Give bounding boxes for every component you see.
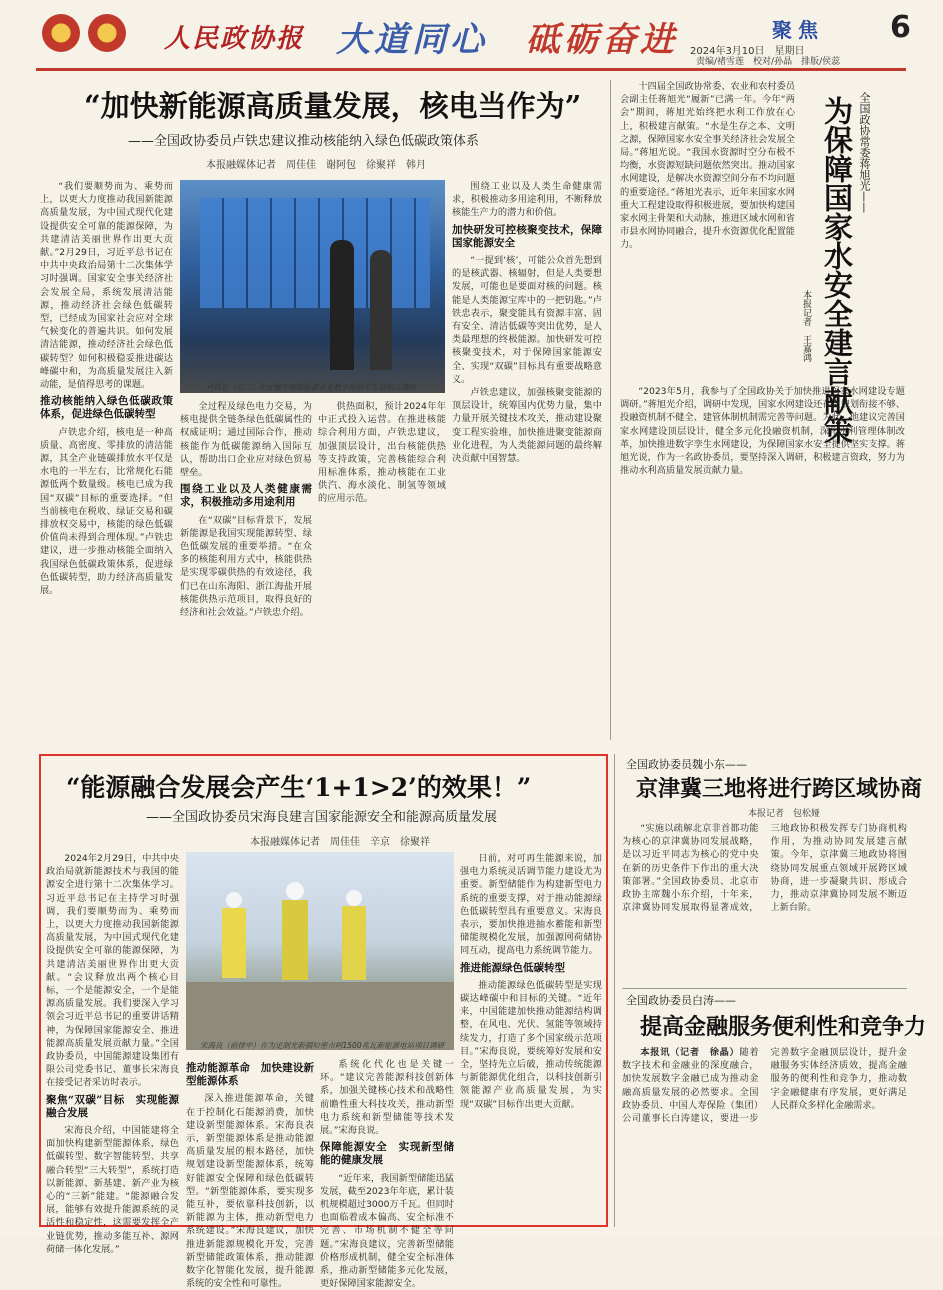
article2-subtitle: ——全国政协委员宋海良建言国家能源安全和能源高质量发展 — [146, 810, 498, 825]
article2-column-3 — [320, 1058, 454, 1290]
article1-column-4 — [452, 180, 602, 745]
article2-column-1 — [46, 852, 179, 1255]
section-heading: 推进能源绿色低碳转型 — [460, 961, 565, 974]
column-divider — [610, 80, 611, 740]
paragraph: 宋海良介绍，中国能建将全面加快构建新型能源体系，绿色低碳转型、数字智能转型、共享融合转型“三大转型”，系统打造以新能源、新基建、新产业为核心的“三新”能建。“能源融合发展，能够有效提升能源系统的灵活性和稳定性，这需要发挥全产业链优势，推动多能互补、源网荷储一体化发展。” — [46, 1125, 179, 1255]
section-heading: 推动能源革命 加快建设新型能源体系 — [186, 1062, 314, 1088]
cppcc-emblem-icon — [42, 10, 132, 56]
section-heading: 保障能源安全 实现新型储能的健康发展 — [320, 1141, 454, 1167]
article1-title: “加快新能源高质量发展，核电当作为” — [84, 89, 582, 123]
paragraph: “实施以疏解北京非首都功能为核心的京津冀协同发展战略，是以习近平同志为核心的党中央在新的历史条件下作出的重大决策部署。”全国政协委员、北京市政协主席魏小东介绍，十年来，京津冀协同发展取得显著成效，三地政协积极发挥专门协商机构作用，为推动协同发展建言献策。今年，京津冀三地政协将围绕协同发展重点领域开展跨区域协商，进一步凝聚共识、形成合力，推动京津冀协同发展不断迈上新台阶。 — [622, 823, 907, 914]
paragraph: 日前，对可再生能源来说，加强电力系统灵活调节能力建设尤为重要。新型储能作为构建新型电力系统的重要支撑，对于推动能源绿色低碳转型具有重要意义。宋海良表示，要加快推进抽水蓄能和新型储能规模化发展，加强源网荷储协同互动，提高电力系统调节能力。 — [460, 853, 602, 957]
article2-column-2 — [186, 1058, 314, 1290]
article2-photo — [186, 852, 454, 1050]
right-article3-title: 提高金融服务便利性和竞争力 — [640, 1014, 927, 1040]
section-heading: 围绕工业以及人类健康需求，积极推动多用途利用 — [180, 483, 312, 509]
paragraph: 卢铁忠建议，加强核聚变能源的顶层设计，统筹国内优势力量，集中力量开展关键技术攻关，推动建设聚变工程实验堆，加快推进聚变能源商业化进程，为人类能源问题的最终解决贡献中国智慧。 — [452, 387, 602, 465]
right-article1-column-2 — [620, 385, 905, 745]
paragraph: 围绕工业以及人类生命健康需求，积极推动多用途利用，不断释放核能生产力的潜力和价值。 — [452, 181, 602, 219]
paragraph — [622, 1046, 907, 1125]
paragraph: “我们要顺势而为、乘势而上，以更大力度推动我国新能源高质量发展，为中国式现代化建设提供安全可靠的能源保障，为共建清洁美丽世界作出更大贡献。”2月29日，习近平总书记在中共中央政治局第十二次集体学习时强调。国家安全事关经济社会发展全局，系统发展清洁能源，推动经济社会绿色低碳转型，已经成为国家社会应对全球气候变化的普遍共识。如何发展清洁能源，推动经济社会绿色低碳转型？如何积极稳妥推进碳达峰碳中和，为高质量发展注入新动能，是值得思考的课题。 — [40, 181, 173, 391]
right-article3-kicker: 全国政协委员白涛—— — [626, 994, 736, 1007]
slogan-part1: 大道同心 — [336, 20, 488, 60]
article1-column-3 — [318, 400, 446, 745]
right-article2-title: 京津冀三地将进行跨区域协商 — [636, 776, 923, 802]
article2-photo-caption: 宋海良（前排中）在为定制光新疆哈密市阿1500兆瓦新能源电站项目调研 — [200, 1041, 445, 1050]
paragraph: 深入推进能源革命，关键在于控制化石能源消费，加快建设新型能源体系。宋海良表示，新型能源体系是推动能源高质量发展的根本路径，加快规划建设新型能源体系，统筹好能源安全保障和绿色低碳转型。“新型能源体系，要实现多能互补，要依靠科技创新，以新能源为主体，推动新型电力系统建设。”宋海良建议，加快推进新能源规模化开发，完善新型储能政策体系，推动能源数字化智能化发展，提升能源系统的安全性和可靠性。 — [186, 1093, 314, 1290]
editor-credits: 责编/褚雪莲 校对/孙晶 排版/侯蕊 — [696, 57, 841, 67]
paragraph: 推动能源绿色低碳转型是实现碳达峰碳中和目标的关键。“近年来，中国能建加快推动能源结构调整，在风电、光伏、氢能等领域持续发力，打造了多个国家级示范项目。”宋海良说，要统筹好发展和安全，坚持先立后破，推动传统能源与新能源优化组合，以科技创新引领能源产业高质量发展，为实现“双碳”目标作出更大贡献。 — [460, 979, 602, 1110]
article2-title: “能源融合发展会产生‘1+1>2’的效果！” — [66, 773, 532, 802]
paragraph: 卢铁忠介绍，核电是一种高质量、高密度、零排放的清洁能源，其全产业链碳排放水平仅是水电的一半左右，比常规化石能源低两个数量级。核电已成为我国“双碳”目标的重要选择。“但当前核电在税收、绿证交易和碳排放权交易中，核能的绿色低碳价值尚未得到合理体现。”卢铁忠建议，进一步推动核能全面纳入我国绿色低碳政策体系，促进绿色低碳转型，助力经济高质量发展。 — [40, 426, 173, 597]
paragraph: 供热面积，预计2024年年中正式投入运营。在推进核能综合利用方面，卢铁忠建议，加强顶层设计，出台核能供热等支持政策，完善核能综合利用标准体系，推动核能在工业供汽、海水淡化、制氢等领域的应用示范。 — [318, 401, 446, 505]
paper-name: 人民政协报 — [164, 24, 305, 54]
paragraph: 全过程及绿色电力交易，为核电提供全链条绿色低碳属性的权威证明；通过国际合作，推动核能作为低碳能源纳入国际互认，帮助出口企业应对绿色贸易壁垒。 — [180, 401, 312, 479]
article1-photo-caption: 卢铁忠（右二）在安徽开展新能源企业数字化转型发展相关调研 — [206, 383, 416, 392]
article2-byline: 本报融媒体记者 周佳佳 辛京 徐聚祥 — [250, 837, 430, 848]
right-article1-column-1 — [620, 80, 795, 380]
paragraph: 系统化代化也是关键一环。“建议完善能源科技创新体系，加强关键核心技术和战略性前瞻性重大科技攻关，推动新型电力系统和新型储能等技术发展。”宋海良说。 — [320, 1059, 454, 1137]
paragraph: 在“双碳”目标背景下，发展新能源是我国实现能源转型、绿色低碳发展的重要举措。“在众多的核能利用方式中，核能供热是实现零碳供热的有效途径，我们已在山东海阳、浙江海盐开展核能供热示范项目，取得良好的经济和社会效益。”卢铁忠介绍。 — [180, 514, 312, 619]
paragraph: “一提到‘核’，可能公众首先想到的是核武器、核辐射，但是人类要想发展，可能也是要面对核的问题。核能是人类能源宝库中的一把钥匙。”卢铁忠表示，聚变能具有资源丰富、固有安全、清洁低碳等突出优势，是人类最理想的终极能源。加快研发可控核聚变技术，对于保障国家能源安全、实现“双碳”目标具有重要战略意义。 — [452, 255, 602, 385]
article1-column-2 — [180, 400, 312, 745]
masthead — [36, 4, 911, 71]
right-article1-title: 为保障国家水安全建言献策 — [820, 96, 854, 444]
right-article2-kicker: 全国政协委员魏小东—— — [626, 758, 747, 771]
page-number: 6 — [890, 10, 911, 45]
right-article2-body — [622, 822, 907, 982]
column-divider — [614, 754, 615, 1227]
article2-column-4 — [460, 852, 602, 1222]
slogan-part2: 砥砺奋进 — [526, 20, 678, 60]
paragraph: 2024年2月29日，中共中央政治局就新能源技术与我国的能源安全进行第十二次集体学习。习近平总书记在主持学习时强调，我们要顺势而为、乘势而上，以更大力度推动我国新能源高质量发展，为中国式现代化建设提供安全可靠的能源保障，为共建清洁美丽世界作出更大贡献。“会议释放出两个核心目标，一个是能源安全，一个是能源高质量发展。我们要深入学习领会习近平总书记的重要讲话精神，为保障国家能源安全、推进能源高质量发展贡献力量。”全国政协委员，中国能源建设集团有限公司党委书记、董事长宋海良在接受记者采访时表示。 — [46, 853, 179, 1089]
section-heading: 聚焦“双碳”目标 实现能源融合发展 — [46, 1093, 179, 1119]
article1-column-1 — [40, 180, 173, 745]
paragraph: “2023年5月，我参与了全国政协关于加快推进国家水网建设专题调研。”蒋旭光介绍，调研中发现，国家水网建设还存在规划衔接不够、投融资机制不健全、建管体制机制需完善等问题。为此，他建议完善国家水网建设顶层设计，健全多元化投融资机制，深化水利管理体制改革，加快推进数字孪生水网建设，为保障国家水安全提供坚实支撑。蒋旭光说，作为一名政协委员，要坚持深入调研，积极建言资政，努力为推动水利高质量发展贡献力量。 — [620, 386, 905, 477]
right-article3-text: 随着数字技术和金融业的深度融合，加快发展数字金融已成为推动金融高质量发展的必然要求。全国政协委员、中国人寿保险（集团）公司董事长白涛建议，要进一步完善数字金融顶层设计，提升金融服务实体经济质效，提高金融服务的便利性和竞争力，推动数字金融健康有序发展，更好满足人民群众多样化金融需求。 — [622, 1047, 907, 1125]
article1-subtitle: ——全国政协委员卢铁忠建议推动核能纳入绿色低碳政策体系 — [128, 134, 480, 149]
slogan — [336, 12, 678, 61]
article1-byline: 本报融媒体记者 周佳佳 谢阿包 徐聚祥 韩月 — [206, 160, 426, 171]
issue-date: 2024年3月10日 星期日 — [690, 46, 805, 57]
right-article3-byline: 本报讯（记者 徐晶） — [640, 1047, 740, 1058]
paragraph: 十四届全国政协常委、农业和农村委员会副主任蒋旭光“履新”已满一年。今年“两会”期间，蒋旭光始终把水利工作放在心上，积极建言献策。“水是生存之本、文明之源，保障国家水安全事关经济社会发展全局。”蒋旭光说。“我国水资源时空分布极不均衡，水资源短缺问题依然突出。推动国家水网建设，是解决水资源空间分布不均问题的重要途径。”蒋旭光表示，近年来国家水网重大工程建设取得积极进展，要加快构建国家水网主骨架和大动脉，推进区域水网和省市县水网协同融合，提升水资源优化配置能力。 — [620, 81, 795, 251]
right-article3-body — [622, 1046, 907, 1222]
right-article1-kicker: 全国政协常委蒋旭光—— — [858, 92, 871, 213]
paragraph: “近年来，我国新型储能迅猛发展，截至2023年年底，累计装机规模超过3000万千瓦。但同时也面临着成本偏高、安全标准不完善、市场机制不健全等问题。”宋海良建议，完善新型储能价格形成机制，健全安全标准体系，推动新型储能多元化发展，更好保障国家能源安全。 — [320, 1172, 454, 1290]
section-name: 聚焦 — [772, 18, 824, 42]
right-article1-byline: 本报记者 王嘉鸿 — [801, 290, 811, 362]
section-heading: 加快研发可控核聚变技术，保障国家能源安全 — [452, 223, 602, 249]
right-article2-byline: 本报记者 包松娅 — [748, 809, 821, 819]
section-heading: 推动核能纳入绿色低碳政策体系，促进绿色低碳转型 — [40, 395, 173, 421]
section-divider — [622, 988, 907, 989]
article1-photo — [180, 180, 445, 393]
